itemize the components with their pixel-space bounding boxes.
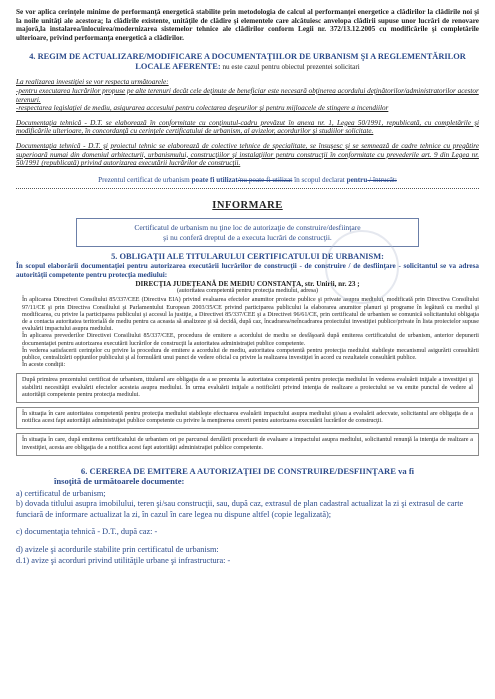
section5-body xyxy=(16,297,479,455)
conditions-label: În aceste condiţii: xyxy=(22,362,66,369)
informare-line2: şi nu conferă dreptul de a executa lucrări de construcţii. xyxy=(163,232,332,242)
requirement-environment: -respectarea legislaţiei de mediu, asigurarea accesului pentru colectarea deşeurilor şi pentru mijloacele de stingere a incendiilor xyxy=(16,104,389,113)
purpose-text-a: Prezentul certificat de urbanism xyxy=(98,175,192,184)
informare-title-wrap xyxy=(16,195,479,213)
faded-stamp xyxy=(325,230,399,304)
obligation-box-2: În situaţia în care autoritatea competentă pentru protecţia mediului stabileşte efectuarea evaluării impactului asupra mediului şi/sau a evaluării adecvate, solicitantul are obligaţia de a notifica acest fapt autorităţii administraţiei publice competente cu privire la menţinerea cererii pentru autorizarea executării lucrărilor de construcţii. xyxy=(16,407,479,429)
authority-name: DIRECŢIA JUDEŢEANĂ DE MEDIU CONSTANŢA xyxy=(135,279,302,288)
doc-b: b) dovada titlului asupra imobilului, teren şi/sau construcţii, sau, după caz, extrasul de plan cadastral actualizat la zi şi extrasul de carte funciară de informare actualizat la zi, în cazul în care legea nu dispune altfel (copie legalizată); xyxy=(16,499,464,519)
section6 xyxy=(16,466,479,567)
energy-paragraph: Se vor aplica cerinţele minime de performanţă energetică stabilite prin metodologia de calcul al performanţei energetice a clădirilor la clădirile noi şi la noile unităţi ale acestora; la clădirile existente, unităţile de clădire şi elementele care alcătuiesc anvelopa clădirii supuse unor lucrări de renovare majoră,la instalarea/înlocuirea/modernizarea sistemelor tehnice ale clădirilor conform Legii nr. 372/13.12.2005 cu modificările şi completările ulterioare, privind performanţa energetică a clădirilor. xyxy=(16,8,479,42)
dt-paragraph: Documentaţia tehnică - D.T. se elaborează în conformitate cu conţinutul-cadru prevăzut în anexa nr. 1, Legea 50/1991, republicată, cu completările şi modificările ulterioare, în concordanţă cu cerinţele certificatului de urbanism, al avizelor, acordurilor şi studiilor solicitate. xyxy=(16,118,479,136)
purpose-usable: poate fi utilizat xyxy=(191,175,238,184)
informare-title: INFORMARE xyxy=(212,200,283,212)
section4-title-tail: nu este cazul pentru obiectul prezentei solicitari xyxy=(220,63,360,72)
environment-authority xyxy=(16,280,479,289)
purpose-text-d: în scopul declarat xyxy=(292,175,347,184)
purpose-dotted-line xyxy=(16,187,479,189)
section6-title-line2: însoţită de următoarele documente: xyxy=(54,475,185,486)
purpose-line xyxy=(16,176,479,185)
informare-line1: Certificatul de urbanism nu ţine loc de autorizaţie de construire/desfiinţare xyxy=(134,223,361,233)
doc-d: d) avizele şi acordurile stabilite prin certificatul de urbanism: xyxy=(16,545,219,555)
requirements-heading: La realizarea investiţiei se vor respecta următoarele: xyxy=(16,78,169,87)
section4-body xyxy=(16,78,479,167)
procedure-paragraph: În aplicarea prevederilor Directivei Consiliului 85/337/CEE, procedura de emitere a acordului de mediu se desfăşoară după emiterea certificatului de urbanism, anterior depunerii documentaţiei pentru autorizarea executării lucrărilor de construcţii la autoritatea administraţiei publice competente. xyxy=(22,333,479,347)
section6-title-line1: 6. CEREREA DE EMITERE A AUTORIZAŢIEI DE CONSTRUIRE/DESFIINŢARE va fi xyxy=(80,465,415,476)
requirement-land: -pentru executarea lucrărilor propuse pe alte terenuri decât cele deţinute de beneficiar este necesară obţinerea acordului deţinătorilor/administratorilor acestor terenuri. xyxy=(16,86,479,104)
authority-caption: (autoritatea competentă pentru protecţia mediului, adresa) xyxy=(176,288,319,295)
purpose-for: pentru xyxy=(346,175,368,184)
eia-paragraph: În aplicarea Directivei Consiliului 85/337/CEE (Directiva EIA) privind evaluarea efectelor anumitor proiecte publice şi private asupra mediului, modificată prin Directiva Consiliului 97/11/CE şi prin Directiva Consiliului şi Parlamentului European 2003/35/CE privind participarea publicului la elaborarea anumitor planuri şi programe în legătură cu mediul şi modificarea, cu privire la participarea publicului şi accesul la justiţie, a Directivei 85/337/CEE şi a Directivei 96/61/CE, prin certificatul de urbanism se comunică solicitantului obligaţia de a contacta autoritatea teritorială de mediu pentru ca aceasta să analizeze şi să decidă, după caz, încadrarea/neîncadrarea proiectului investiţiei publice/private în lista proiectelor supuse evaluării impactului asupra mediului. xyxy=(22,297,479,333)
obligation-box-3: În situaţia în care, după emiterea certificatului de urbanism ori pe parcursul derulării procedurii de evaluare a impactului asupra mediului, solicitantul renunţă la intenţia de realizare a investiţiei, acesta are obligaţia de a notifica acest fapt autorităţii administraţiei publice competente. xyxy=(16,433,479,455)
section4-heading xyxy=(16,52,479,72)
doc-d1: d.1) avize şi acorduri privind utilităţile urbane şi infrastructura: - xyxy=(16,555,231,565)
section4-title: 4. REGIM DE ACTUALIZARE/MODIFICARE A DOCUMENTAŢIILOR DE URBANISM ŞI A REGLEMENTĂRILOR LOCALE AFERENTE: xyxy=(29,52,466,72)
dt-authors-paragraph: Documentaţia tehnică - D.T. şi proiectul tehnic se elaborează de colective tehnice de specialitate, se însuşesc şi se semnează de cadre tehnice cu pregătire superioară numai din domeniul arhitecturii, urbanismului, construcţiilor şi instalaţiilor pentru construcţii în conformitate cu prevederile art. 9 din Legea nr. 50/1991 (republicată) privind autorizarea executării lucrărilor de construcţii. xyxy=(16,141,479,168)
section5-lead: În scopul elaborării documentaţiei pentru autorizarea executării lucrărilor de construcţii - de construire / de desfiinţare - solicitantul se va adresa autorităţii competente pentru protecţia mediului: xyxy=(16,262,479,279)
purpose-because: / întrucât: xyxy=(367,175,397,184)
obligation-box-1: După primirea prezentului certificat de urbanism, titularul are obligaţia de a se prezenta la autoritatea competentă pentru protecţia mediului în vederea evaluării iniţiale a investiţiei şi stabilirii necesităţii evaluării efectelor acesteia asupra mediului. În urma evaluării iniţiale a notificării privind intenţia de realizare a proiectului se va emite punctul de vedere al autorităţii competente pentru protecţia mediului. xyxy=(16,373,479,403)
section5-title: 5. OBLIGAŢII ALE TITULARULUI CERTIFICATULUI DE URBANISM: xyxy=(111,252,384,262)
consultation-paragraph: În vederea satisfacerii cerinţelor cu privire la procedura de emitere a acordului de mediu, autoritatea competentă pentru protecţia mediului stabileşte mecanismul asigurării consultării publice, centralizării opţiunilor publicului şi al formulării unui punct de vedere oficial cu privire la realizarea investiţiei în acord cu rezultatele consultării publice. xyxy=(22,347,479,361)
doc-a: a) certificatul de urbanism; xyxy=(16,488,106,498)
authority-address: , str. Unirii, nr. 23 ; xyxy=(301,279,360,288)
doc-c: c) documentaţia tehnică - D.T., după caz: - xyxy=(16,526,158,536)
purpose-not-usable: /nu poate fi utilizat xyxy=(237,175,293,184)
